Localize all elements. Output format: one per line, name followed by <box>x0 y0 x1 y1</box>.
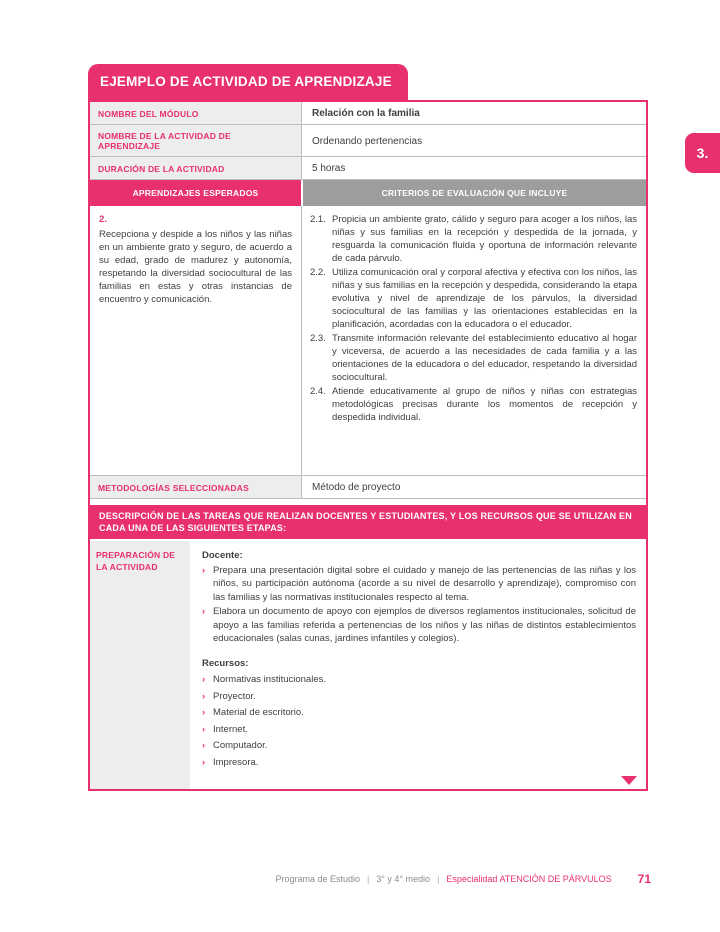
criterion-item <box>310 213 637 265</box>
docente-task-item <box>202 564 636 605</box>
methodology-row <box>90 476 646 499</box>
tasks-description-banner: DESCRIPCIÓN DE LAS TAREAS QUE REALIZAN DOCENTES Y ESTUDIANTES, Y LOS RECURSOS QUE SE UTILIZAN EN CADA UNA DE LAS SIGUIENTES ETAPAS: <box>90 505 646 539</box>
criterion-text: Propicia un ambiente grato, cálido y seguro para acoger a los niños, las niñas y sus familias en la recepción y despedida de la jornada, y resguarda la comunicación fluida y oportuna de información relevante de cada párvulo. <box>332 214 637 264</box>
resource-item <box>202 673 636 687</box>
chevron-bullet-icon: › <box>202 740 206 751</box>
criterion-item <box>310 385 637 424</box>
chevron-bullet-icon: › <box>202 690 206 702</box>
docente-task-text: Elabora un documento de apoyo con ejemplos de diversos reglamentos institucionales, solicitud de apoyo a las familias referida a pertenencias de los niños y las niñas de distintos establecimientos educacionales (salas cunas, jardines infantiles y colegios). <box>213 606 636 644</box>
docente-heading: Docente: <box>202 550 243 561</box>
duration-label: DURACIÓN DE LA ACTIVIDAD <box>90 157 302 179</box>
criterion-number: 2.2. <box>310 267 326 278</box>
resource-item <box>202 739 636 753</box>
expected-learning-number: 2. <box>99 214 107 225</box>
criterion-item <box>310 266 637 331</box>
learning-criteria-row <box>90 206 646 476</box>
activity-document <box>88 64 648 791</box>
expected-learning-header: APRENDIZAJES ESPERADOS <box>90 180 301 206</box>
preparation-stage-label: PREPARACIÓN DE LA ACTIVIDAD <box>90 541 190 789</box>
activity-name-value: Ordenando pertenencias <box>312 135 423 147</box>
resource-item <box>202 706 636 720</box>
footer-program: Programa de Estudio <box>275 874 360 884</box>
expected-learning-cell <box>90 206 302 475</box>
resource-text: Normativas institucionales. <box>213 674 326 685</box>
footer-separator: | <box>437 874 440 884</box>
page-footer <box>275 872 651 886</box>
activity-title-banner <box>88 64 408 100</box>
chapter-number: 3. <box>696 145 709 161</box>
resource-text: Material de escritorio. <box>213 707 304 718</box>
activity-table <box>88 100 648 791</box>
criterion-number: 2.4. <box>310 386 326 397</box>
expected-learning-text: Recepciona y despide a los niños y las niñas en un ambiente grato y seguro, de acuerdo a su edad, grado de madurez y autonomía, respetando la diversidad sociocultural de las familias en estas y otras instancias de encuentro y comunicación. <box>99 229 292 305</box>
methodology-value: Método de proyecto <box>312 482 401 493</box>
chevron-bullet-icon: › <box>202 723 206 735</box>
duration-value: 5 horas <box>312 163 346 174</box>
module-name-row <box>90 102 646 125</box>
resource-text: Impresora. <box>213 756 259 768</box>
criterion-text: Transmite información relevante del establecimiento educativo al hogar y viceversa, de acuerdo a las necesidades de cada familia y a las orientaciones de la educadora o del educador, respetando la diversidad sociocultural. <box>332 333 637 383</box>
preparation-row <box>90 541 646 789</box>
chevron-bullet-icon: › <box>202 756 206 768</box>
page-number: 71 <box>637 872 651 886</box>
activity-name-row <box>90 125 646 157</box>
activity-name-label: NOMBRE DE LA ACTIVIDAD DE APRENDIZAJE <box>90 125 302 156</box>
resource-item <box>202 723 636 737</box>
module-name-label: NOMBRE DEL MÓDULO <box>90 102 302 124</box>
criterion-text: Atiende educativamente al grupo de niños y niñas con estrategias metodológicas precisas durante los momentos de recepción y despedida individual. <box>332 386 637 423</box>
duration-row <box>90 157 646 180</box>
resource-text: Proyector. <box>213 690 256 702</box>
chevron-bullet-icon: › <box>202 707 206 718</box>
footer-grade: 3° y 4° medio <box>376 874 431 884</box>
chevron-bullet-icon: › <box>202 564 206 576</box>
footer-separator: | <box>366 874 370 884</box>
criterion-text: Utiliza comunicación oral y corporal afectiva y efectiva con los niños, las niñas y sus familias en la recepción y despedida, considerando la etapa evolutiva y nivel de aprendizaje de los párvulos, la diversidad sociocultural de las familias y las orientaciones establecidas en la planificación, acordadas con la educadora o el educador. <box>332 267 637 330</box>
chapter-tab <box>685 133 720 173</box>
criterion-number: 2.3. <box>310 333 326 344</box>
preparation-content <box>190 541 646 789</box>
docente-task-text: Prepara una presentación digital sobre el cuidado y manejo de las pertenencias de las niñas y los niños, su participación autónoma (acorde a su nivel de desarrollo y aprendizaje), compromiso con las familias y las normativas institucionales respecto al tema. <box>213 564 636 603</box>
continuation-arrow-icon <box>621 776 637 785</box>
docente-task-item <box>202 605 636 646</box>
criterion-number: 2.1. <box>310 214 326 225</box>
methodology-label: METODOLOGÍAS SELECCIONADAS <box>90 476 302 498</box>
chevron-bullet-icon: › <box>202 674 206 685</box>
activity-title: EJEMPLO DE ACTIVIDAD DE APRENDIZAJE <box>100 74 392 89</box>
resource-text: Computador. <box>213 740 268 751</box>
chevron-bullet-icon: › <box>202 606 206 617</box>
resource-text: Internet. <box>213 723 248 735</box>
module-name-value: Relación con la familia <box>312 108 420 119</box>
resource-item <box>202 756 636 770</box>
criterion-item <box>310 332 637 384</box>
evaluation-criteria-cell <box>302 206 646 475</box>
recursos-heading: Recursos: <box>202 657 249 669</box>
resource-item <box>202 690 636 704</box>
evaluation-criteria-header: CRITERIOS DE EVALUACIÓN QUE INCLUYE <box>303 180 646 206</box>
table-header-row <box>90 180 646 206</box>
footer-specialty: Especialidad ATENCIÓN DE PÁRVULOS <box>446 874 612 884</box>
